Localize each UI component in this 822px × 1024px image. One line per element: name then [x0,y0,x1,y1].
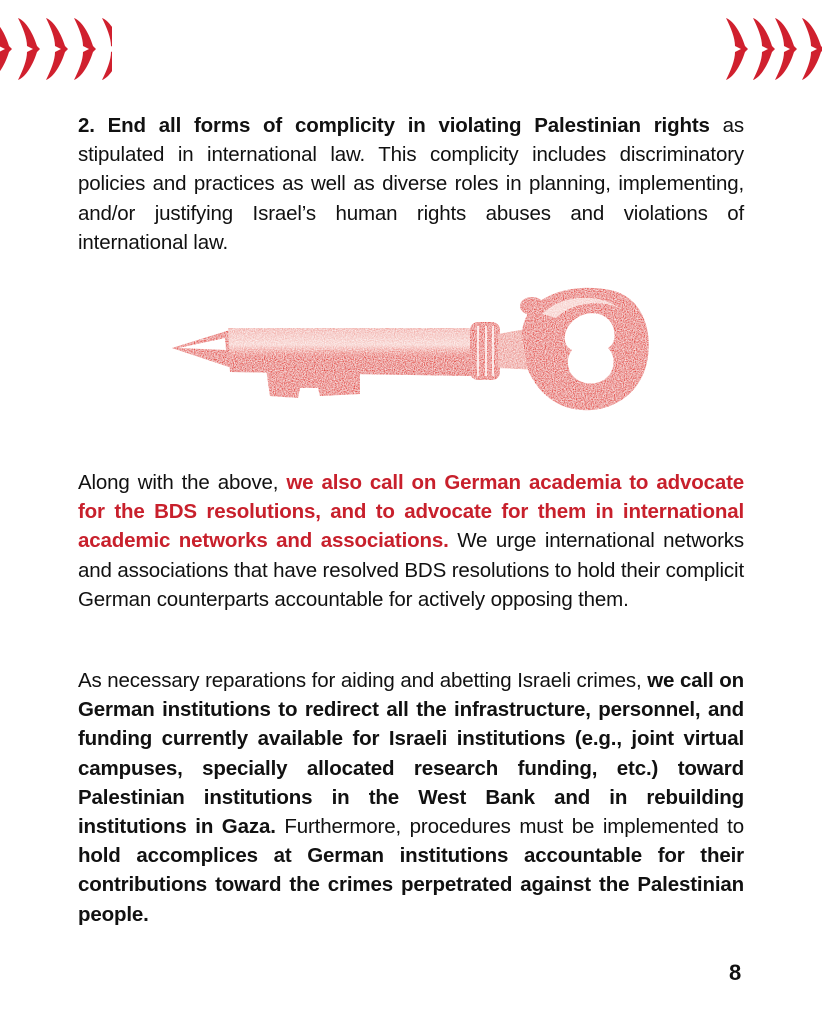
chevron-right-icon [18,18,40,80]
chevron-right-icon [753,18,775,80]
page-number: 8 [729,960,742,985]
chevron-right-icon [0,16,112,82]
left-chevron-decoration [0,16,112,82]
demand-heading: 2. End all forms of complicity in violating Palestinian rights [78,114,710,137]
chevron-right-icon [0,18,12,80]
bold-demand: we call on German institutions to redirect all the infrastructure, personnel, and funding currently available for Israeli institutions (e.g., joint virtual campuses, specially allocated research funding, etc.) toward Palestinian institutions in the West Bank and in rebuilding institutions in Gaza. [78,669,744,839]
chevron-right-icon [726,18,748,80]
body-text: We urge international networks and associations that have resolved BDS resolutions to hold their complicit German counterparts accountable for actively opposing them. [78,529,744,611]
highlighted-call-to-action: we also call on German academia to advocate for the BDS resolutions, and to advocate for them in international academic networks and associations. [78,471,744,553]
body-text: as stipulated in international law. This complicity includes discriminatory policies and practices as well as diverse roles in planning, implementing, and/or justifying Israel’s human rights abuses and violations of international law. [78,114,744,254]
bold-demand: hold accomplices at German institutions accountable for their contributions toward the crimes perpetrated against the Palestinian people. [78,844,744,926]
key-illustration [170,276,650,416]
chevron-right-icon [712,16,822,82]
right-chevron-decoration [712,16,822,82]
chevron-right-icon [775,18,797,80]
key-icon [170,276,650,416]
demand-paragraph [78,111,744,257]
chevron-right-icon [102,18,112,80]
body-text: Furthermore, procedures must be implemented to [275,815,744,839]
reparations-paragraph [78,666,744,929]
chevron-right-icon [74,18,96,80]
body-text: As necessary reparations for aiding and abetting Israeli crimes, [78,669,648,692]
chevron-right-icon [802,18,822,80]
body-text: Along with the above, [78,471,287,494]
academia-call-paragraph [78,468,744,614]
chevron-right-icon [46,18,68,80]
